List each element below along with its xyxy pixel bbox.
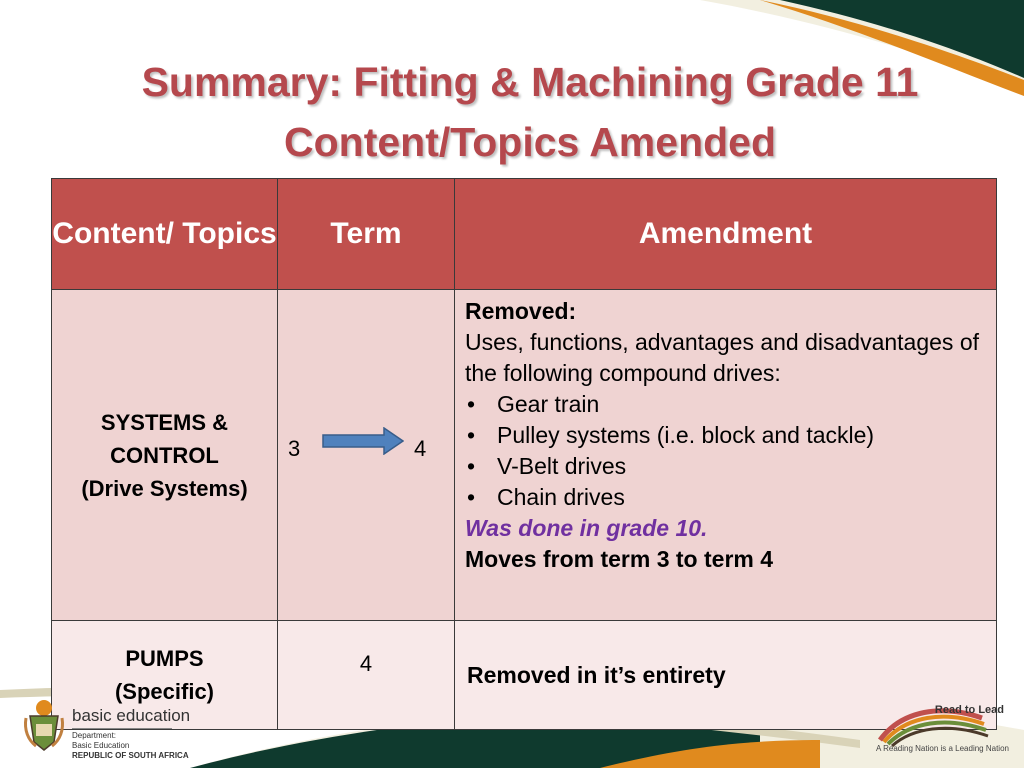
title-line-1: Summary: Fitting & Machining Grade 11 [141, 59, 919, 105]
amendment-heading: Removed: [465, 298, 577, 324]
list-item: • Chain drives [465, 482, 986, 513]
list-item: • Gear train [465, 389, 986, 420]
amendment-list [465, 389, 986, 513]
topic-line: CONTROL [110, 442, 219, 468]
topic-cell [52, 290, 278, 621]
table-row [52, 290, 997, 621]
topic-line: SYSTEMS & [100, 409, 229, 435]
summary-table [51, 178, 997, 730]
list-item: • Pulley systems (i.e. block and tackle) [465, 420, 986, 451]
dept-line: REPUBLIC OF SOUTH AFRICA [72, 751, 189, 760]
header-content-topics: Content/ Topics [52, 179, 278, 290]
term-cell: 4 [278, 621, 455, 730]
dept-name: basic education [72, 706, 191, 725]
campaign-tagline: A Reading Nation is a Leading Nation [876, 744, 1009, 753]
header-term: Term [278, 179, 455, 290]
dept-line: Department: [72, 731, 117, 740]
topic-line: (Specific) [114, 679, 215, 704]
term-from: 3 [288, 436, 301, 461]
table-row [52, 621, 997, 730]
table-header-row [52, 179, 997, 290]
department-logo-text [72, 706, 190, 761]
title-line-2: Content/Topics Amended [284, 119, 776, 165]
amendment-move: Moves from term 3 to term 4 [465, 546, 774, 572]
amendment-intro: Uses, functions, advantages and disadvantages of the following compound drives: [465, 329, 980, 386]
page-title [60, 52, 1000, 172]
term-cell [278, 290, 455, 621]
term-to: 4 [414, 436, 427, 461]
topic-line: (Drive Systems) [81, 475, 248, 501]
campaign-title: Read to Lead [934, 704, 1004, 716]
dept-line: Basic Education [72, 741, 130, 750]
topic-line: PUMPS [125, 646, 204, 671]
amendment-cell: Removed in it’s entirety [455, 621, 997, 730]
header-amendment: Amendment [455, 179, 997, 290]
list-item: • V-Belt drives [465, 451, 986, 482]
right-arrow-icon [322, 427, 404, 455]
coat-of-arms-icon [22, 698, 66, 754]
amendment-cell [455, 290, 997, 621]
amendment-note: Was done in grade 10. [465, 515, 708, 541]
